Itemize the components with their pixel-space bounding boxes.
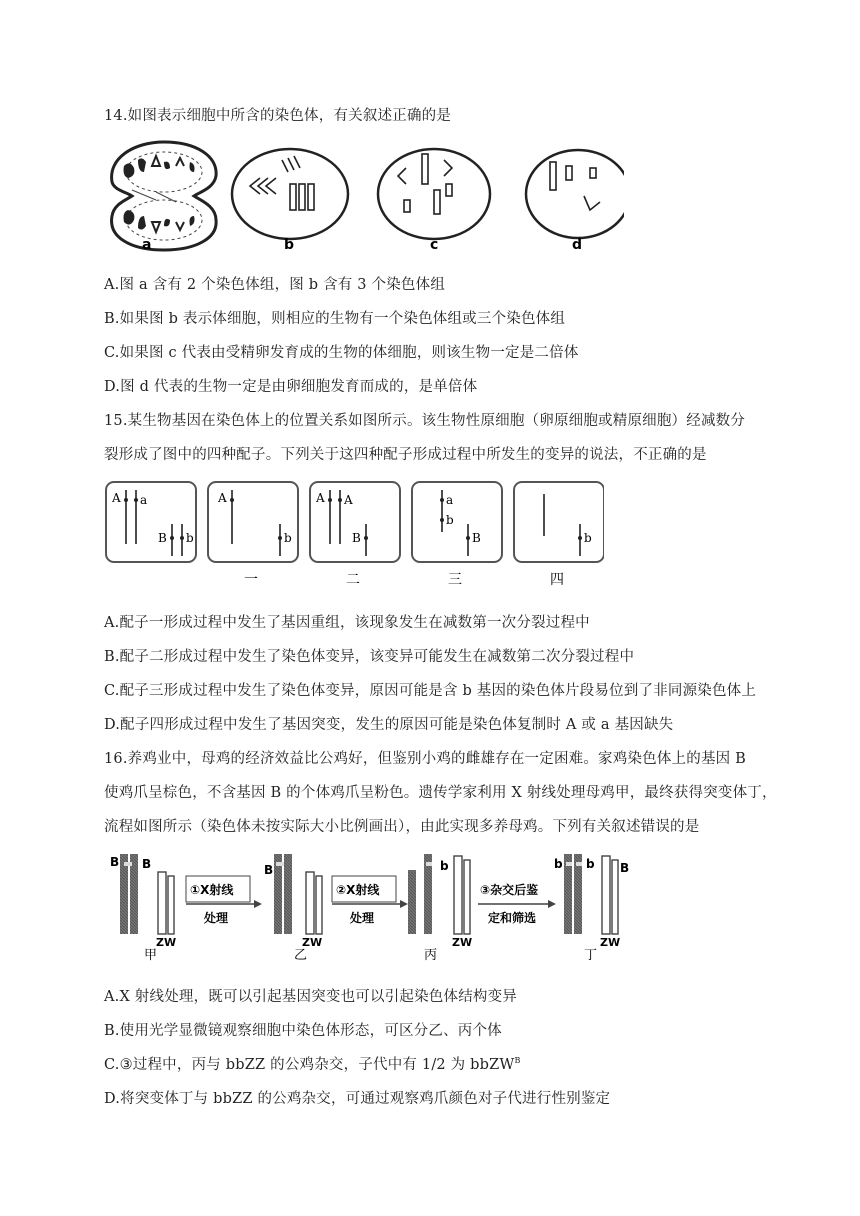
q16-figure: [104, 850, 640, 962]
step-1-line-2: 处理: [204, 911, 229, 925]
gene-a: a: [140, 493, 148, 507]
q14-option-c: C.如果图 c 代表由受精卵发育成的生物的体细胞，则该生物一定是二倍体: [104, 345, 579, 361]
q15-stem-line-1: 15.某生物基因在染色体上的位置关系如图所示。该生物性原细胞（卵原细胞或精原细胞）经减数分: [104, 413, 746, 429]
gene-label-B: B: [142, 857, 152, 871]
gene-label-b: b: [554, 857, 563, 871]
q14-option-b: B.如果图 b 表示体细胞，则相应的生物有一个染色体组或三个染色体组: [104, 311, 566, 327]
q14-option-a: A.图 a 含有 2 个染色体组，图 b 含有 3 个染色体组: [104, 277, 446, 293]
q16-option-b: B.使用光学显微镜观察细胞中染色体形态，可区分乙、丙个体: [104, 1023, 502, 1039]
step-3-line-2: 定和筛选: [488, 911, 537, 925]
chrom-label-zw: ZW: [600, 936, 621, 949]
individual-label-jia: 甲: [144, 948, 158, 962]
panel-label-3: 三: [448, 572, 462, 588]
gene-label-B: B: [264, 863, 274, 877]
individual-yi: [264, 854, 322, 962]
individual-ding: [554, 854, 629, 962]
q14-option-d: D.图 d 代表的生物一定是由卵细胞发育而成的，是单倍体: [104, 379, 478, 395]
panel-label-2: 二: [346, 572, 360, 588]
gene-A: A: [112, 491, 121, 505]
q15-option-d: D.配子四形成过程中发生了基因突变，发生的原因可能是染色体复制时 A 或 a 基因缺失: [104, 717, 674, 733]
cell-label-c: c: [430, 237, 439, 253]
gene-b: b: [186, 531, 194, 545]
gene-a: a: [446, 493, 454, 507]
individual-bing: [408, 854, 472, 962]
q15-option-c: C.配子三形成过程中发生了染色体变异，原因可能是含 b 基因的染色体片段易位到了非同源染色体上: [104, 683, 757, 699]
step-2-arrow: [332, 876, 408, 925]
gene-A: A: [316, 491, 325, 505]
q15-option-a: A.配子一形成过程中发生了基因重组，该现象发生在减数第一次分裂过程中: [104, 615, 590, 631]
q16-stem-line-1: 16.养鸡业中，母鸡的经济效益比公鸡好，但鉴别小鸡的雌雄存在一定困难。家鸡染色体上的基因 B: [104, 751, 747, 767]
gene-A: A: [218, 491, 227, 505]
gene-B: B: [352, 531, 361, 545]
panel-gamete-1: [208, 482, 298, 562]
chrom-label-zw: ZW: [302, 936, 323, 949]
q14-stem: 14.如图表示细胞中所含的染色体，有关叙述正确的是: [104, 108, 452, 124]
q16-option-c: [104, 1053, 521, 1074]
panel-gamete-3: [412, 482, 502, 562]
cell-label-d: d: [572, 237, 583, 253]
q15-figure: [104, 480, 604, 590]
gene-B: B: [158, 531, 167, 545]
gene-b: b: [584, 531, 592, 545]
panel-gamete-2: [310, 482, 400, 562]
step-2-line-1: ②X射线: [336, 883, 380, 897]
panel-gamete-4: [514, 482, 604, 562]
chrom-label-zw: ZW: [452, 936, 473, 949]
q16-option-c-sup: B: [514, 1056, 521, 1066]
cell-b: [232, 149, 348, 239]
gene-label-B: B: [110, 855, 120, 869]
gene-b: b: [284, 531, 292, 545]
q16-stem-line-3: 流程如图所示（染色体未按实际大小比例画出），由此实现多养母鸡。下列有关叙述错误的是: [104, 819, 700, 835]
chrom-label-zw: ZW: [156, 936, 177, 949]
q14-figure: [104, 138, 624, 254]
gene-label-b: b: [586, 857, 595, 871]
step-1-line-1: ①X射线: [190, 883, 234, 897]
individual-label-ding: 丁: [584, 948, 598, 962]
step-3-line-1: ③杂交后鉴: [480, 883, 539, 897]
individual-jia: [110, 854, 176, 962]
q15-stem-line-2: 裂形成了图中的四种配子。下列关于这四种配子形成过程中所发生的变异的说法，不正确的是: [104, 447, 707, 463]
cell-label-b: b: [284, 237, 295, 253]
q16-stem-line-2: 使鸡爪呈棕色，不含基因 B 的个体鸡爪呈粉色。遗传学家利用 X 射线处理母鸡甲，最终获得突变体丁，: [104, 785, 777, 801]
panel-label-1: 一: [244, 572, 258, 588]
step-1-arrow: [186, 876, 262, 925]
panel-label-4: 四: [550, 572, 564, 588]
gene-B: B: [472, 531, 481, 545]
gene-label-B: B: [620, 861, 630, 875]
q16-option-a: A.X 射线处理，既可以引起基因突变也可以引起染色体结构变异: [104, 989, 518, 1005]
cell-c: [378, 149, 490, 239]
q16-option-c-text: C.③过程中，丙与 bbZZ 的公鸡杂交，子代中有 1/2 为 bbZW: [104, 1057, 515, 1073]
step-2-line-2: 处理: [350, 911, 375, 925]
individual-label-yi: 乙: [294, 948, 308, 962]
gene-label-b: b: [440, 859, 449, 873]
gene-b: b: [446, 513, 454, 527]
panel-original: [106, 482, 196, 562]
cell-label-a: a: [142, 237, 152, 253]
q15-option-b: B.配子二形成过程中发生了染色体变异，该变异可能发生在减数第二次分裂过程中: [104, 649, 635, 665]
individual-label-bing: 丙: [424, 948, 438, 962]
cell-a: [112, 142, 217, 250]
q16-option-d: D.将突变体丁与 bbZZ 的公鸡杂交，可通过观察鸡爪颜色对子代进行性别鉴定: [104, 1091, 611, 1107]
cell-d: [526, 150, 624, 238]
step-3-arrow: [478, 882, 556, 925]
gene-A: A: [344, 493, 353, 507]
